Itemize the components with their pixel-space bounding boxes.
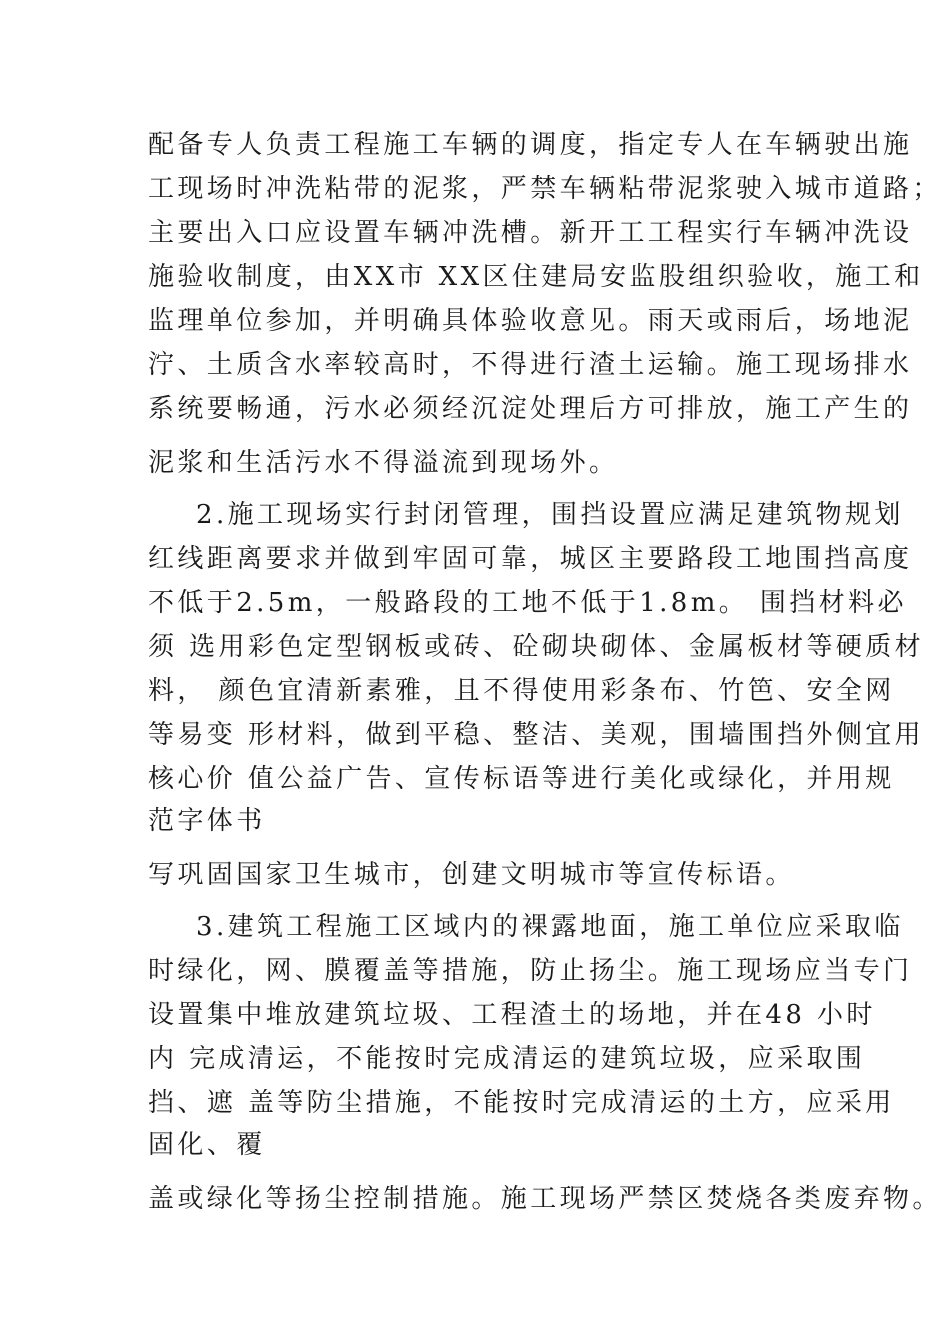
text-line: 监理单位参加，并明确具体验收意见。雨天或雨后，场地泥 — [148, 306, 913, 336]
text-line: 料， 颜色宜清新素雅，且不得使用彩条布、竹笆、安全网 — [148, 676, 895, 706]
paragraph-3-first-line: 3.建筑工程施工区域内的裸露地面，施工单位应采取临 — [196, 912, 904, 942]
text-line: 核心价 值公益广告、宣传标语等进行美化或绿化，并用规 — [148, 764, 895, 794]
text-line: 盖或绿化等扬尘控制措施。施工现场严禁区焚烧各类废弃物。 — [148, 1184, 942, 1214]
text-line: 内 完成清运，不能按时完成清运的建筑垃圾，应采取围 — [148, 1044, 866, 1074]
text-line: 泥浆和生活污水不得溢流到现场外。 — [148, 448, 619, 478]
paragraph-2-first-line: 2.施工现场实行封闭管理，围挡设置应满足建筑物规划 — [196, 500, 904, 530]
text-line: 时绿化，网、膜覆盖等措施，防止扬尘。施工现场应当专门 — [148, 956, 913, 986]
text-line: 红线距离要求并做到牢固可靠，城区主要路段工地围挡高度 — [148, 544, 913, 574]
text-line: 工现场时冲洗粘带的泥浆，严禁车辆粘带泥浆驶入城市道路； — [148, 174, 942, 204]
text-line: 系统要畅通，污水必须经沉淀处理后方可排放，施工产生的 — [148, 394, 913, 424]
text-line: 须 选用彩色定型钢板或砖、砼砌块砌体、金属板材等硬质材 — [148, 632, 925, 662]
text-line: 写巩固国家卫生城市，创建文明城市等宣传标语。 — [148, 860, 795, 890]
text-line: 范字体书 — [148, 806, 266, 836]
text-line: 挡、遮 盖等防尘措施，不能按时完成清运的土方，应采用 — [148, 1088, 895, 1118]
text-line: 配备专人负责工程施工车辆的调度，指定专人在车辆驶出施 — [148, 130, 913, 160]
text-line: 固化、覆 — [148, 1130, 266, 1160]
text-line: 施验收制度，由XX市 XX区住建局安监股组织验收，施工和 — [148, 262, 924, 292]
text-line: 等易变 形材料，做到平稳、整洁、美观，围墙围挡外侧宜用 — [148, 720, 925, 750]
text-line: 设置集中堆放建筑垃圾、工程渣土的场地，并在48 小时 — [148, 1000, 876, 1030]
text-line: 不低于2.5m，一般路段的工地不低于1.8m。 围挡材料必 — [148, 588, 907, 618]
text-line: 主要出入口应设置车辆冲洗槽。新开工工程实行车辆冲洗设 — [148, 218, 913, 248]
text-line: 泞、土质含水率较高时，不得进行渣土运输。施工现场排水 — [148, 350, 913, 380]
